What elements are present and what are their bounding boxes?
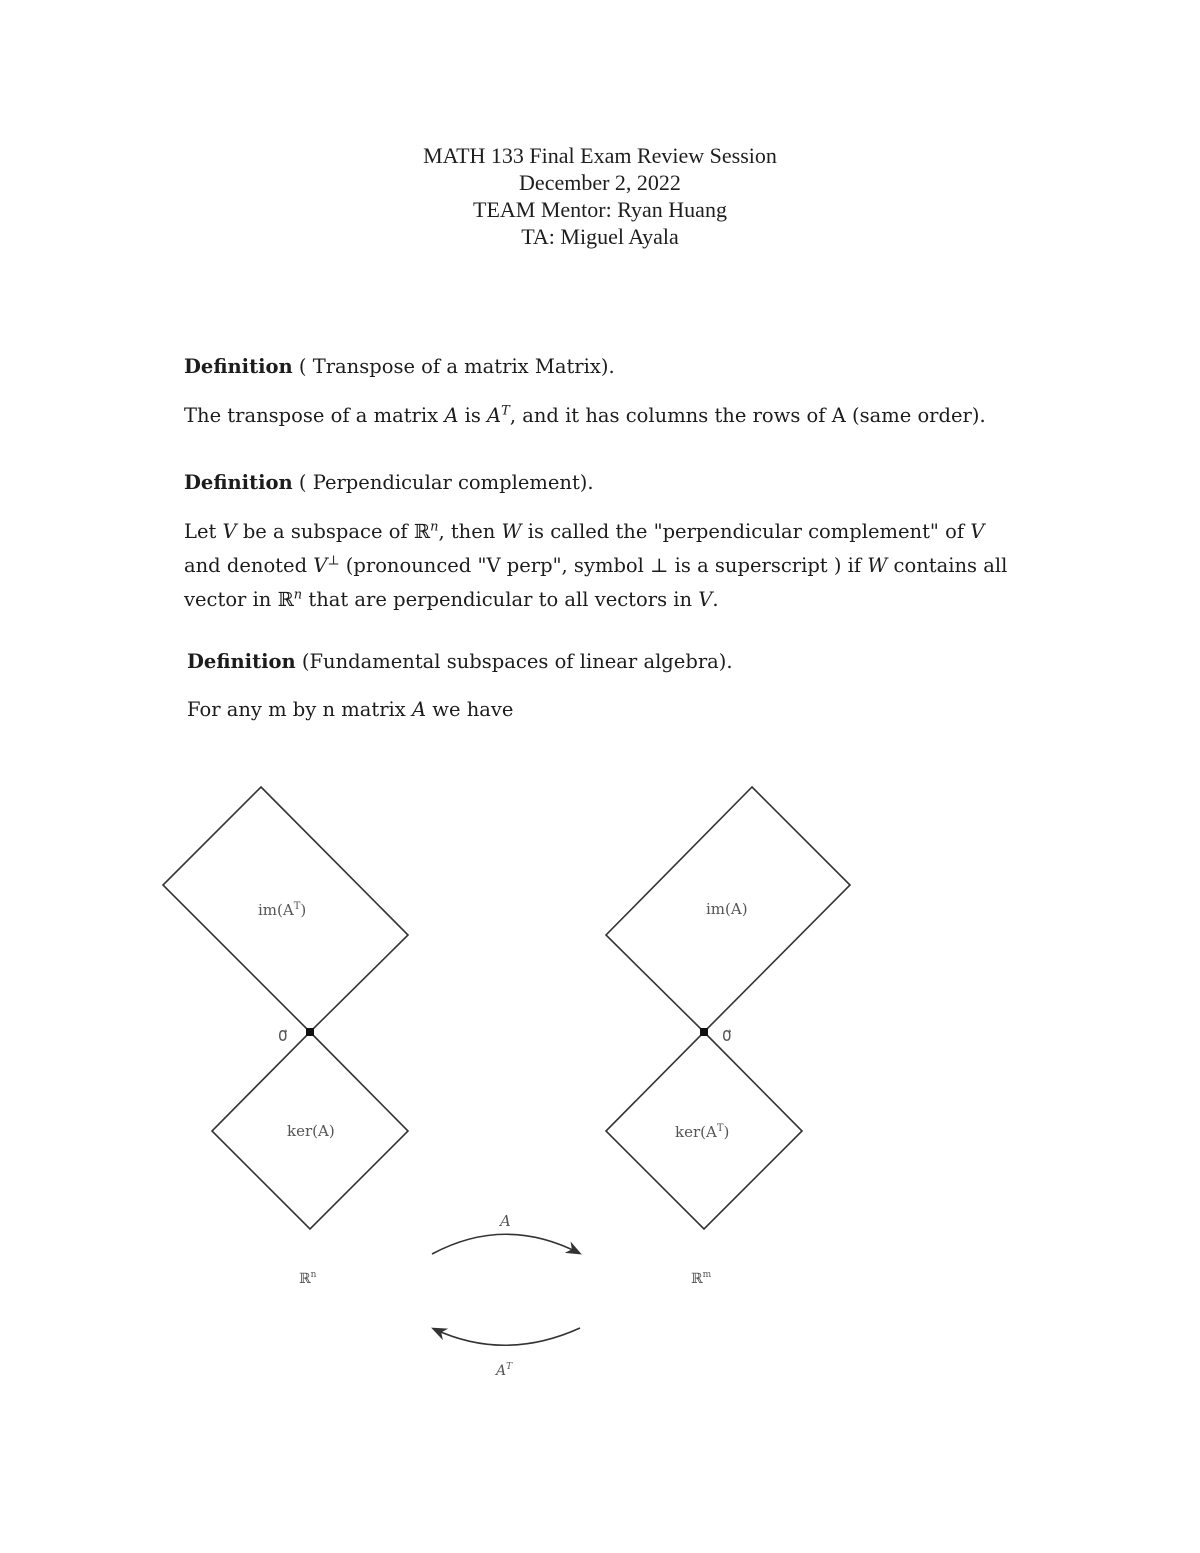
text: is called the "perpendicular complement" of bbox=[521, 520, 971, 543]
mentor-line: TEAM Mentor: Ryan Huang bbox=[473, 197, 727, 222]
math-var: V bbox=[698, 588, 713, 611]
math-var: W bbox=[867, 554, 888, 577]
ker-a-label: ker(A) bbox=[287, 1122, 335, 1140]
math-reals: ℝ bbox=[277, 588, 294, 611]
math-superscript: n bbox=[430, 519, 439, 535]
definition-label: Definition bbox=[184, 471, 293, 494]
math-var: A bbox=[411, 698, 427, 721]
arrow-at-label: $A^T$ bbox=[496, 1362, 513, 1379]
definition-label: Definition bbox=[187, 650, 296, 673]
text: is bbox=[458, 404, 488, 427]
session-date: December 2, 2022 bbox=[519, 170, 681, 195]
text: , and it has columns the rows of A (same order). bbox=[509, 404, 986, 427]
text: that are perpendicular to all vectors in bbox=[302, 588, 699, 611]
arrow-at bbox=[434, 1328, 580, 1345]
math-superscript: T bbox=[501, 403, 510, 419]
math-var: V bbox=[313, 554, 328, 577]
text: and denoted bbox=[184, 554, 314, 577]
math-var: V bbox=[222, 520, 237, 543]
course-title: MATH 133 Final Exam Review Session bbox=[423, 143, 777, 168]
math-superscript: n bbox=[293, 587, 303, 603]
definition-title: ( Perpendicular complement). bbox=[298, 471, 594, 494]
origin-dot-right bbox=[700, 1028, 708, 1036]
im-at-label: $im(A^T)$ bbox=[258, 901, 307, 919]
zero-vector-right: 0⃗ bbox=[722, 1027, 732, 1045]
text: we have bbox=[426, 698, 514, 721]
math-var: A bbox=[444, 404, 459, 427]
math-var: V bbox=[970, 520, 985, 543]
arrow-a bbox=[432, 1234, 579, 1254]
rn-label: ℝ$^n$ bbox=[299, 1270, 317, 1287]
definition-label: Definition bbox=[184, 355, 293, 378]
math-superscript: ⊥ bbox=[327, 553, 340, 569]
text: (pronounced "V perp", symbol bbox=[339, 554, 651, 577]
rm-label: ℝ$^m$ bbox=[691, 1270, 712, 1287]
math-reals: ℝ bbox=[413, 520, 431, 543]
ker-at-label: $ker(A^T)$ bbox=[675, 1123, 730, 1141]
text: vector in bbox=[184, 588, 278, 611]
origin-dot-left bbox=[306, 1028, 314, 1036]
math-var: W bbox=[501, 520, 522, 543]
text: be a subspace of bbox=[236, 520, 414, 543]
perp-symbol: ⊥ bbox=[650, 554, 669, 577]
text: , then bbox=[438, 520, 502, 543]
text: Let bbox=[184, 520, 223, 543]
ta-line: TA: Miguel Ayala bbox=[521, 224, 679, 249]
text: For any m by n matrix bbox=[187, 698, 412, 721]
text: . bbox=[712, 588, 719, 611]
im-a-label: im(A) bbox=[706, 900, 748, 918]
math-var: A bbox=[487, 404, 502, 427]
definition-title: ( Transpose of a matrix Matrix). bbox=[298, 355, 615, 378]
arrow-a-label: A bbox=[500, 1212, 511, 1230]
zero-vector-left: 0⃗ bbox=[278, 1027, 288, 1045]
text: The transpose of a matrix bbox=[184, 404, 445, 427]
text: contains all bbox=[887, 554, 1008, 577]
text: is a superscript ) if bbox=[668, 554, 868, 577]
definition-title: (Fundamental subspaces of linear algebra). bbox=[301, 650, 733, 673]
